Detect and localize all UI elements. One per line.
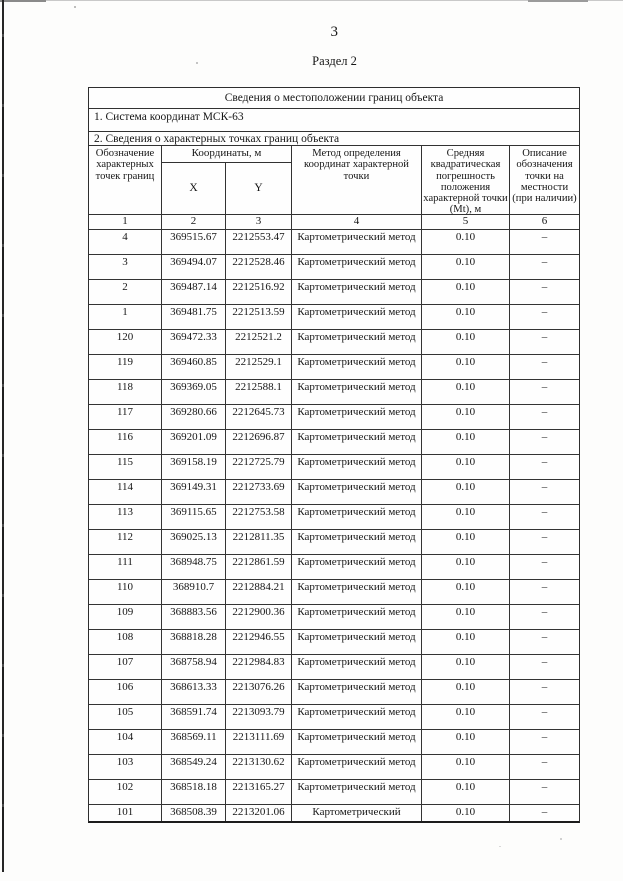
cell-mt: 0.10: [422, 655, 510, 679]
header-description: Описание обозначения точки на местности (при наличии): [512, 148, 577, 205]
cell-x: 369149.31: [162, 480, 226, 504]
cell-desc: –: [541, 380, 548, 393]
cell-desc: –: [541, 780, 548, 793]
cell-y: 2212521.2: [226, 330, 292, 354]
cell-x: 368613.33: [162, 680, 226, 704]
table-row: [89, 505, 579, 530]
cell-x: 368818.28: [162, 630, 226, 654]
cell-x: 369472.33: [162, 330, 226, 354]
cell-x: 369369.05: [162, 380, 226, 404]
cell-method: Картометрический метод: [292, 680, 422, 704]
cell-y: 2213130.62: [226, 755, 292, 779]
cell-mt: 0.10: [422, 805, 510, 821]
cell-point: 107: [89, 655, 162, 679]
cell-desc: –: [541, 355, 548, 368]
cell-method: Картометрический метод: [292, 280, 422, 304]
cell-mt: 0.10: [422, 380, 510, 404]
cell-mt: 0.10: [422, 680, 510, 704]
cell-desc: –: [541, 530, 548, 543]
cell-point: 101: [89, 805, 162, 821]
header-coordinates-group: [162, 146, 292, 214]
cell-point: 4: [89, 230, 162, 254]
column-number: 2: [162, 215, 226, 229]
page-number: 3: [330, 24, 339, 40]
cell-method: Картометрический метод: [292, 455, 422, 479]
cell-y: 2212516.92: [226, 280, 292, 304]
cell-y: 2212946.55: [226, 630, 292, 654]
cell-point: 113: [89, 505, 162, 529]
cell-point: 2: [89, 280, 162, 304]
cell-desc: –: [541, 305, 548, 318]
table-row: [89, 355, 579, 380]
cell-method: Картометрический метод: [292, 255, 422, 279]
cell-y: 2212588.1: [226, 380, 292, 404]
cell-desc: –: [541, 430, 548, 443]
cell-mt: 0.10: [422, 755, 510, 779]
cell-y: 2213165.27: [226, 780, 292, 804]
cell-desc: –: [541, 605, 548, 618]
cell-point: 111: [89, 555, 162, 579]
table-row: [89, 380, 579, 405]
cell-mt: 0.10: [422, 780, 510, 804]
cell-desc: –: [541, 555, 548, 568]
cell-mt: 0.10: [422, 480, 510, 504]
column-numbers-row: [89, 215, 579, 230]
cell-y: 2212884.21: [226, 580, 292, 604]
cell-point: 106: [89, 680, 162, 704]
cell-method: Картометрический метод: [292, 780, 422, 804]
cell-x: 368591.74: [162, 705, 226, 729]
column-number: 1: [89, 215, 162, 229]
cell-y: 2212553.47: [226, 230, 292, 254]
cell-x: 368549.24: [162, 755, 226, 779]
cell-point: 117: [89, 405, 162, 429]
table-row: [89, 330, 579, 355]
cell-mt: 0.10: [422, 255, 510, 279]
column-number: 5: [422, 215, 510, 229]
cell-method: Картометрический метод: [292, 330, 422, 354]
cell-point: 119: [89, 355, 162, 379]
cell-point: 115: [89, 455, 162, 479]
cell-mt: 0.10: [422, 705, 510, 729]
cell-method: Картометрический метод: [292, 380, 422, 404]
cell-mt: 0.10: [422, 455, 510, 479]
cell-point: 1: [89, 305, 162, 329]
cell-x: 369487.14: [162, 280, 226, 304]
cell-point: 109: [89, 605, 162, 629]
cell-x: 369280.66: [162, 405, 226, 429]
cell-y: 2212528.46: [226, 255, 292, 279]
cell-method: Картометрический метод: [292, 730, 422, 754]
cell-mt: 0.10: [422, 405, 510, 429]
cell-method: Картометрический метод: [292, 505, 422, 529]
table-header-row: [89, 146, 579, 215]
scan-artifact-left-edge: [2, 0, 4, 872]
cell-method: Картометрический метод: [292, 580, 422, 604]
cell-y: 2212529.1: [226, 355, 292, 379]
table-row: [89, 705, 579, 730]
scan-speck: [74, 6, 76, 8]
table-row: [89, 805, 579, 821]
cell-desc: –: [541, 805, 548, 818]
column-number: 4: [292, 215, 422, 229]
table-row: [89, 580, 579, 605]
cell-method: Картометрический метод: [292, 705, 422, 729]
cell-x: 369515.67: [162, 230, 226, 254]
table-row: [89, 555, 579, 580]
cell-point: 105: [89, 705, 162, 729]
cell-point: 108: [89, 630, 162, 654]
table-row: [89, 405, 579, 430]
cell-x: 368910.7: [162, 580, 226, 604]
cell-mt: 0.10: [422, 330, 510, 354]
cell-desc: –: [541, 255, 548, 268]
cell-y: 2213111.69: [226, 730, 292, 754]
cell-mt: 0.10: [422, 355, 510, 379]
cell-desc: –: [541, 580, 548, 593]
scan-artifact-top-right-mark: [528, 0, 588, 2]
table-title: Сведения о местоположении границ объекта: [89, 88, 579, 109]
header-x: X: [162, 163, 226, 214]
cell-y: 2212900.36: [226, 605, 292, 629]
table-row: [89, 780, 579, 805]
cell-method: Картометрический: [292, 805, 422, 821]
cell-method: Картометрический метод: [292, 230, 422, 254]
cell-x: 368569.11: [162, 730, 226, 754]
cell-point: 116: [89, 430, 162, 454]
header-method: Метод определения координат характерной точки: [292, 146, 422, 214]
cell-desc: –: [541, 230, 548, 243]
header-xy-band: [162, 163, 291, 214]
cell-desc: –: [541, 405, 548, 418]
cell-x: 369115.65: [162, 505, 226, 529]
cell-method: Картометрический метод: [292, 430, 422, 454]
table-row: [89, 230, 579, 255]
cell-mt: 0.10: [422, 280, 510, 304]
column-number: 6: [541, 215, 548, 227]
cell-desc: –: [541, 505, 548, 518]
header-coordinates-label: Координаты, м: [162, 146, 291, 163]
cell-y: 2212645.73: [226, 405, 292, 429]
table-row: [89, 480, 579, 505]
cell-y: 2213093.79: [226, 705, 292, 729]
cell-method: Картометрический метод: [292, 655, 422, 679]
cell-point: 104: [89, 730, 162, 754]
cell-point: 114: [89, 480, 162, 504]
cell-x: 369025.13: [162, 530, 226, 554]
cell-method: Картометрический метод: [292, 305, 422, 329]
cell-y: 2212811.35: [226, 530, 292, 554]
cell-x: 368948.75: [162, 555, 226, 579]
cell-point: 118: [89, 380, 162, 404]
cell-x: 369158.19: [162, 455, 226, 479]
cell-mt: 0.10: [422, 630, 510, 654]
cell-mt: 0.10: [422, 430, 510, 454]
cell-x: 369481.75: [162, 305, 226, 329]
cell-x: 368758.94: [162, 655, 226, 679]
cell-method: Картометрический метод: [292, 755, 422, 779]
table-row: [89, 430, 579, 455]
cell-desc: –: [541, 755, 548, 768]
cell-mt: 0.10: [422, 530, 510, 554]
cell-point: 3: [89, 255, 162, 279]
cell-desc: –: [541, 655, 548, 668]
cell-desc: –: [541, 680, 548, 693]
cell-mt: 0.10: [422, 555, 510, 579]
table-row: [89, 730, 579, 755]
cell-x: 368883.56: [162, 605, 226, 629]
cell-y: 2212753.58: [226, 505, 292, 529]
cell-x: 369201.09: [162, 430, 226, 454]
cell-y: 2213076.26: [226, 680, 292, 704]
cell-x: 369494.07: [162, 255, 226, 279]
cell-y: 2212984.83: [226, 655, 292, 679]
scan-speck: [499, 846, 501, 847]
cell-mt: 0.10: [422, 230, 510, 254]
cell-x: 368508.39: [162, 805, 226, 821]
cell-y: 2212513.59: [226, 305, 292, 329]
cell-point: 112: [89, 530, 162, 554]
column-number: 3: [226, 215, 292, 229]
boundaries-table: [88, 87, 580, 823]
table-row: [89, 655, 579, 680]
cell-desc: –: [541, 730, 548, 743]
cell-point: 120: [89, 330, 162, 354]
cell-desc: –: [541, 330, 548, 343]
cell-point: 102: [89, 780, 162, 804]
cell-point: 103: [89, 755, 162, 779]
cell-mt: 0.10: [422, 605, 510, 629]
cell-point: 110: [89, 580, 162, 604]
table-row: [89, 255, 579, 280]
cell-desc: –: [541, 480, 548, 493]
header-y: Y: [254, 181, 263, 194]
cell-method: Картометрический метод: [292, 605, 422, 629]
cell-method: Картометрический метод: [292, 530, 422, 554]
cell-x: 369460.85: [162, 355, 226, 379]
cell-mt: 0.10: [422, 730, 510, 754]
cell-method: Картометрический метод: [292, 630, 422, 654]
scan-artifact-top-left-mark: [0, 0, 46, 2]
coordinate-system-row: 1. Система координат МСК-63: [89, 109, 579, 132]
table-row: [89, 755, 579, 780]
table-row: [89, 455, 579, 480]
cell-y: 2212861.59: [226, 555, 292, 579]
cell-y: 2213201.06: [226, 805, 292, 821]
cell-mt: 0.10: [422, 580, 510, 604]
header-point-designation: Обозначение характерных точек границ: [89, 146, 162, 214]
section-title: Раздел 2: [312, 54, 357, 68]
cell-method: Картометрический метод: [292, 555, 422, 579]
cell-desc: –: [541, 630, 548, 643]
scan-speck: [560, 838, 562, 840]
cell-desc: –: [541, 280, 548, 293]
cell-method: Картометрический метод: [292, 355, 422, 379]
cell-desc: –: [541, 455, 548, 468]
cell-y: 2212725.79: [226, 455, 292, 479]
table-row: [89, 680, 579, 705]
header-error: Средняя квадратическая погрешность положения характерной точки (Mt), м: [422, 146, 510, 214]
cell-method: Картометрический метод: [292, 480, 422, 504]
table-row: [89, 605, 579, 630]
cell-desc: –: [541, 705, 548, 718]
cell-y: 2212696.87: [226, 430, 292, 454]
cell-mt: 0.10: [422, 505, 510, 529]
cell-y: 2212733.69: [226, 480, 292, 504]
characteristic-points-row: 2. Сведения о характерных точках границ объекта: [89, 132, 579, 146]
cell-method: Картометрический метод: [292, 405, 422, 429]
table-row: [89, 280, 579, 305]
table-row: [89, 530, 579, 555]
cell-x: 368518.18: [162, 780, 226, 804]
table-row: [89, 630, 579, 655]
table-row: [89, 305, 579, 330]
table-body: [89, 230, 579, 821]
cell-mt: 0.10: [422, 305, 510, 329]
